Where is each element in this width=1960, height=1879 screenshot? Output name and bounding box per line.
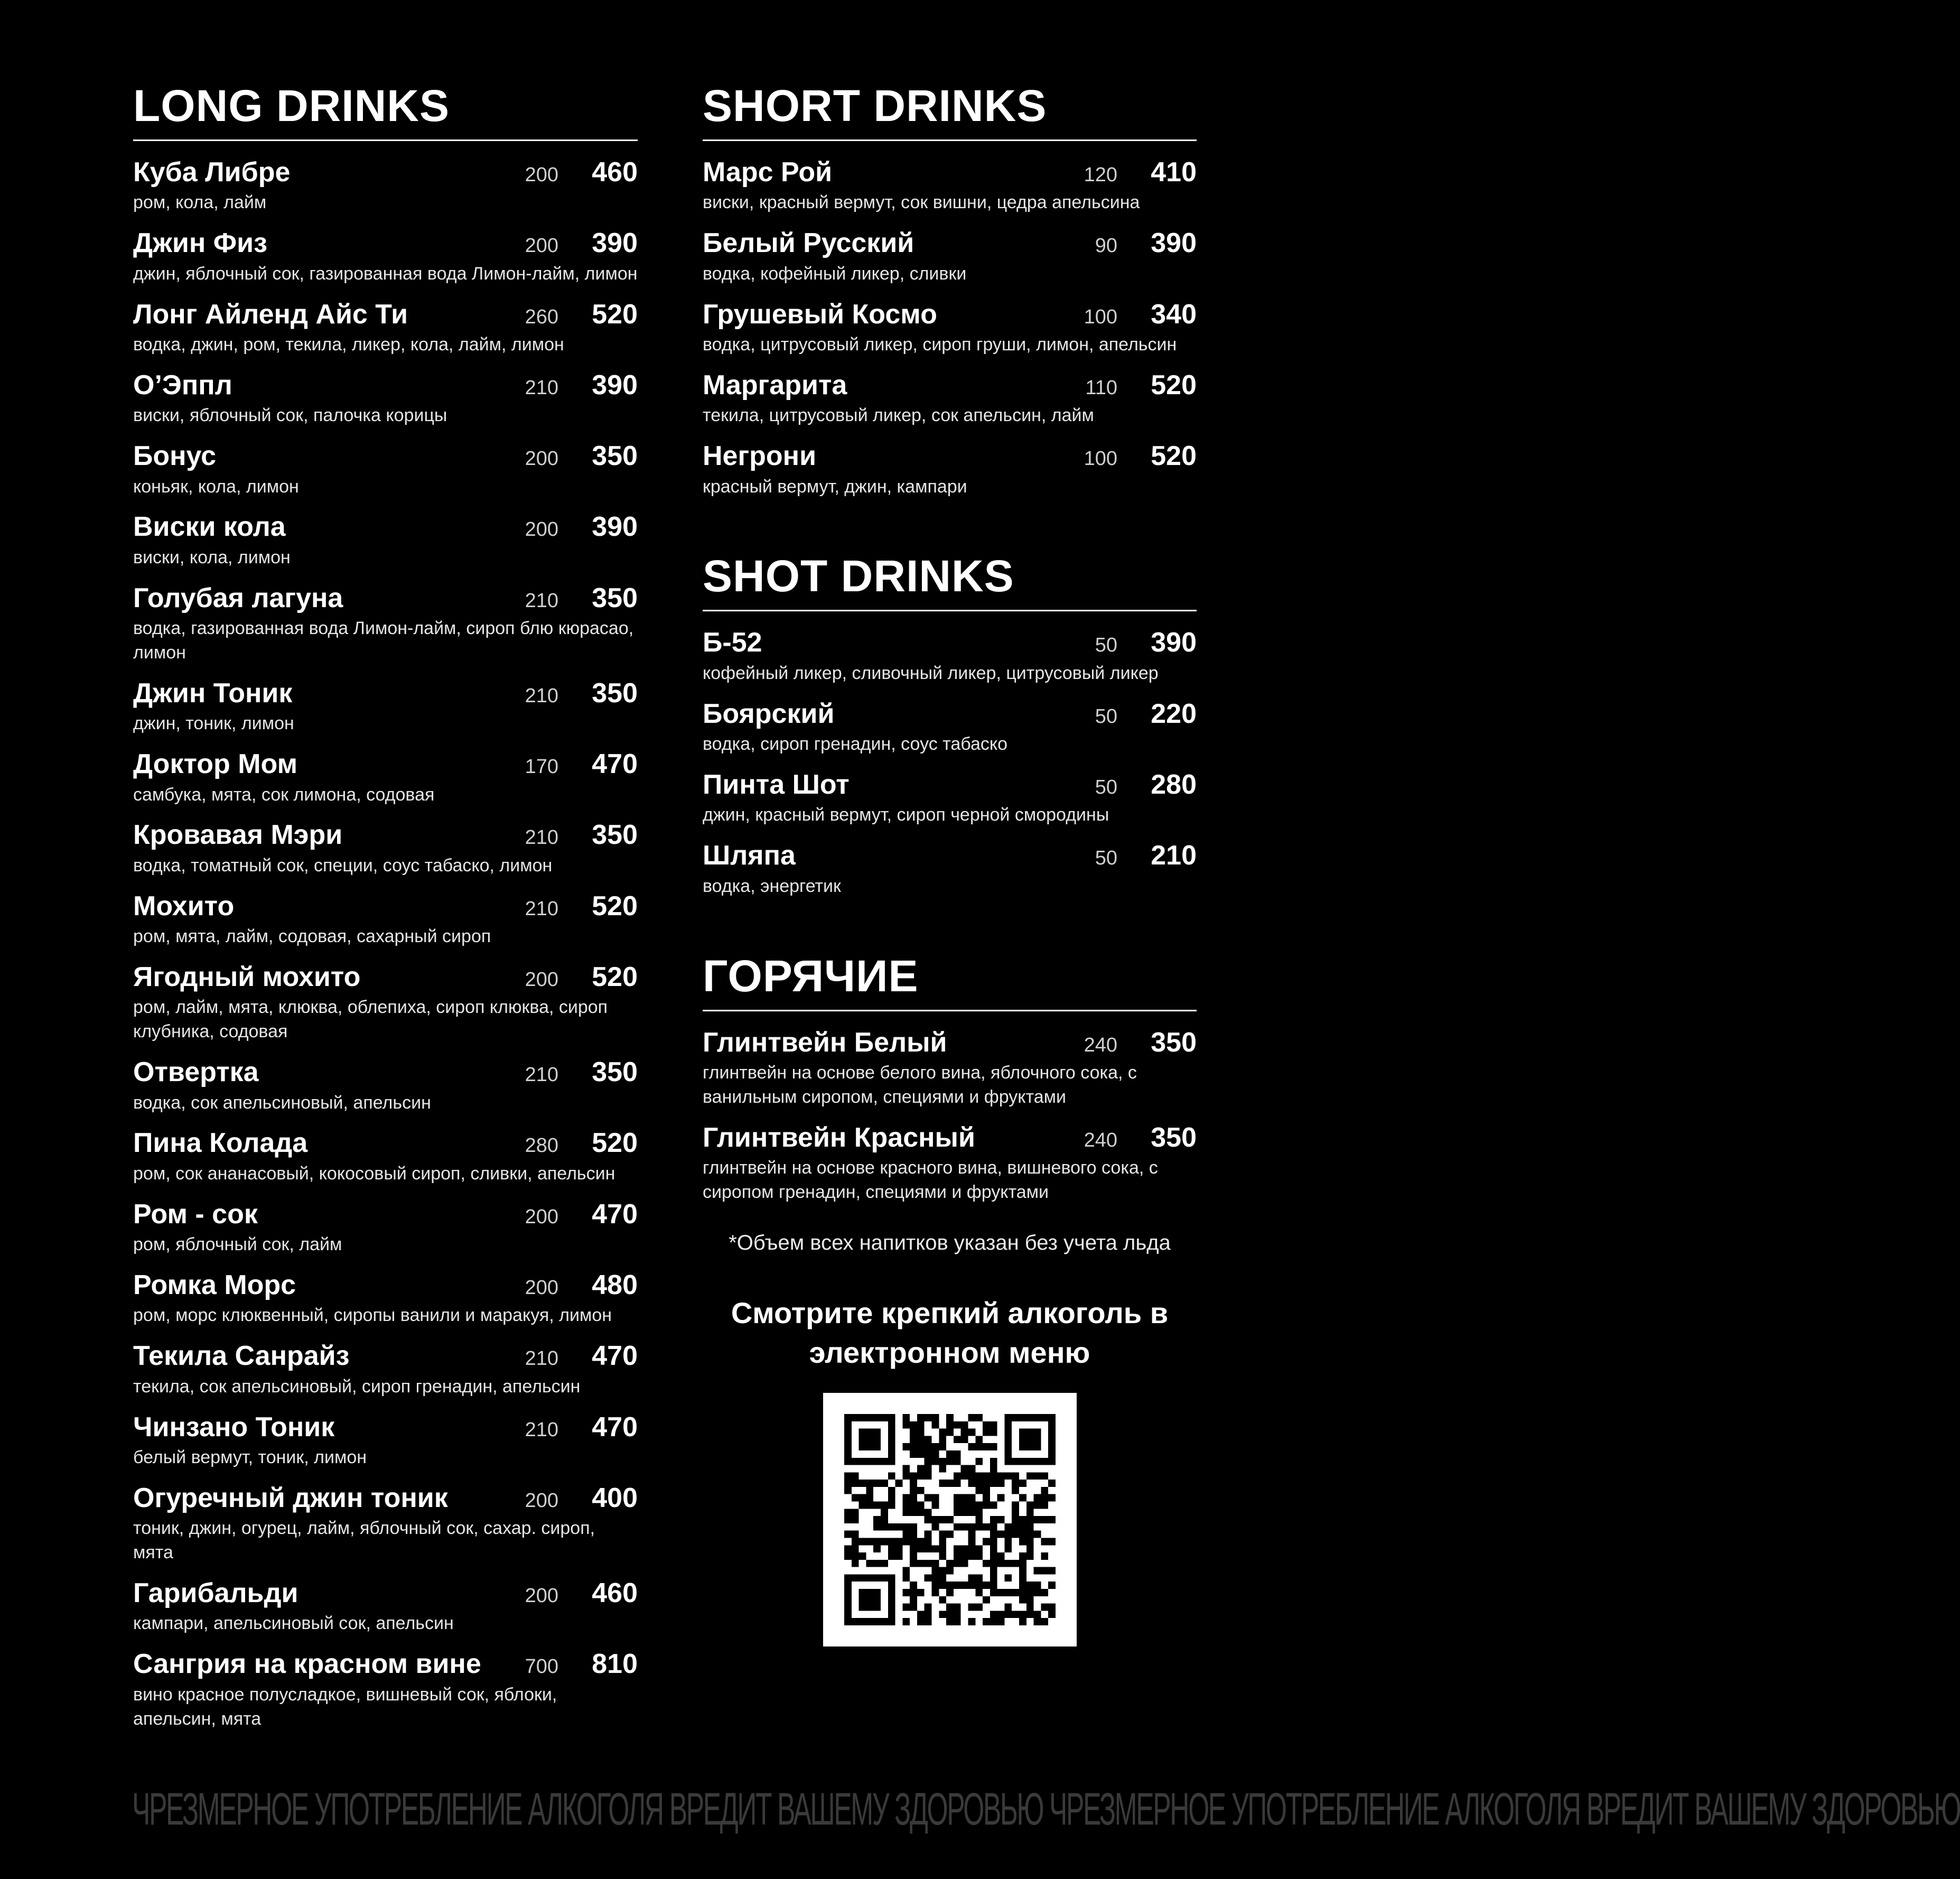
divider [703, 610, 1197, 611]
menu-item-name: Кровавая Мэри [133, 820, 343, 851]
menu-item-volume: 110 [1085, 376, 1117, 399]
menu-item [133, 1482, 638, 1565]
menu-item [133, 1340, 638, 1399]
menu-item-price: 470 [592, 1411, 638, 1443]
divider [133, 139, 638, 141]
menu-item-header [703, 227, 1197, 259]
menu-item-price: 470 [592, 749, 638, 780]
menu-item-ingredients: водка, джин, ром, текила, ликер, кола, лайм, лимон [133, 334, 564, 355]
menu-item-header [703, 1026, 1197, 1059]
menu-item-ingredients: кампари, апельсиновый сок, апельсин [133, 1613, 454, 1634]
menu-item-name: Мохито [133, 890, 235, 922]
menu-item-ingredients: водка, кофейный ликер, сливки [703, 263, 967, 284]
menu-item-name: Негрони [703, 441, 817, 472]
menu-item-volume: 260 [525, 305, 558, 328]
menu-item-header [133, 369, 638, 402]
menu-item-price: 480 [592, 1270, 638, 1300]
menu-item-header [133, 1482, 638, 1514]
divider [703, 139, 1197, 141]
menu-item-ingredients: водка, газированная вода Лимон-лайм, сироп блю кюрасао, лимон [133, 618, 634, 663]
menu-item-name: Чинзано Тоник [133, 1411, 335, 1443]
divider [703, 1010, 1197, 1011]
menu-item [133, 890, 638, 949]
menu-item-name: Виски кола [133, 511, 286, 543]
menu-item-price: 520 [592, 1128, 638, 1159]
long-drinks-list [133, 156, 638, 1731]
menu-item-header [133, 510, 638, 543]
menu-item-ingredients: глинтвейн на основе белого вина, яблочного сока, с ванильным сиропом, специями и фруктами [703, 1062, 1137, 1107]
menu-item-volume: 210 [525, 684, 558, 707]
menu-item-header [133, 1269, 638, 1301]
menu-item-header [133, 677, 638, 710]
menu-item [703, 839, 1197, 898]
menu-item-name: Марс Рой [703, 157, 833, 188]
menu-item-header [133, 890, 638, 923]
menu-item-name: О’Эппл [133, 369, 232, 401]
menu-item-ingredients: белый вермут, тоник, лимон [133, 1447, 367, 1467]
menu-item [703, 768, 1197, 827]
menu-item-price: 460 [592, 1578, 638, 1609]
menu-item-header [133, 748, 638, 780]
menu-item-volume: 210 [525, 1064, 558, 1086]
menu-item [133, 1648, 638, 1731]
menu-item-name: Глинтвейн Белый [703, 1027, 947, 1058]
menu-item-header [703, 369, 1197, 402]
health-warning: ЧРЕЗМЕРНОЕ УПОТРЕБЛЕНИЕ АЛКОГОЛЯ ВРЕДИТ ВАШЕМУ ЗДОРОВЬЮ ЧРЕЗМЕРНОЕ УПОТРЕБЛЕНИЕ АЛКОГОЛЯ ВРЕДИТ ВАШЕМУ ЗДОРОВЬЮ [132, 1784, 1960, 1835]
menu-item-price: 520 [592, 299, 638, 330]
menu-item-price: 340 [1151, 299, 1197, 330]
menu-item-volume: 210 [525, 897, 558, 920]
menu-item-name: Ягодный мохито [133, 961, 361, 992]
menu-item-volume: 200 [525, 1205, 558, 1228]
menu-item-price: 390 [592, 228, 638, 259]
menu-item-ingredients: ром, морс клюквенный, сиропы ванили и маракуя, лимон [133, 1305, 612, 1326]
menu-item [133, 156, 638, 215]
qr-code-icon [844, 1414, 1056, 1625]
menu-item-name: Сангрия на красном вине [133, 1649, 481, 1680]
menu-item-header [133, 961, 638, 993]
menu-item-header [703, 298, 1197, 331]
menu-item-ingredients: водка, томатный сок, специи, соус табаско, лимон [133, 855, 553, 876]
menu-item-price: 350 [592, 1057, 638, 1088]
long-drinks-column [133, 79, 638, 1743]
menu-item-name: Голубая лагуна [133, 582, 343, 613]
menu-item-ingredients: ром, лайм, мята, клюква, облепиха, сироп клюква, сироп клубника, содовая [133, 997, 608, 1042]
menu-item-header [133, 1411, 638, 1444]
menu-item-header [133, 818, 638, 851]
menu-item [133, 677, 638, 736]
menu-item-header [133, 1648, 638, 1680]
menu-item [703, 1026, 1197, 1110]
menu-item-name: Ром - сок [133, 1198, 258, 1230]
menu-item-header [703, 1121, 1197, 1154]
menu-item-volume: 120 [1084, 164, 1117, 186]
menu-item-name: Б-52 [703, 627, 762, 658]
menu-item-name: Белый Русский [703, 228, 914, 259]
menu-item-volume: 210 [525, 589, 558, 612]
menu-item-header [703, 440, 1197, 472]
qr-code[interactable] [823, 1393, 1077, 1647]
menu-item [133, 582, 638, 665]
menu-item-volume: 700 [525, 1655, 558, 1678]
menu-item-header [133, 582, 638, 615]
menu-item [703, 156, 1197, 215]
menu-item-ingredients: ром, сок ананасовый, кокосовый сироп, сливки, апельсин [133, 1163, 615, 1184]
menu-item-volume: 200 [525, 164, 558, 186]
menu-item [133, 1577, 638, 1636]
ice-volume-note: *Объем всех напитков указан без учета льда [729, 1231, 1171, 1254]
hot-drinks-list [703, 1026, 1197, 1205]
menu-item [133, 748, 638, 807]
menu-item [133, 369, 638, 428]
section-title-long-drinks: LONG DRINKS [133, 81, 450, 131]
menu-item-price: 400 [592, 1482, 638, 1513]
menu-item-price: 520 [1151, 369, 1197, 401]
menu-item [133, 510, 638, 570]
menu-item-ingredients: глинтвейн на основе красного вина, вишневого сока, с сиропом гренадин, специями и фруктами [703, 1158, 1158, 1202]
menu-item-price: 350 [592, 677, 638, 709]
menu-item-name: Текила Санрайз [133, 1341, 350, 1372]
section-title-hot-drinks: ГОРЯЧИЕ [703, 951, 919, 1001]
menu-item-price: 350 [592, 582, 638, 613]
menu-item-ingredients: джин, тоник, лимон [133, 713, 294, 734]
menu-item [703, 369, 1197, 428]
menu-item-volume: 200 [525, 1277, 558, 1299]
menu-item [133, 1056, 638, 1115]
menu-item-volume: 50 [1095, 705, 1117, 728]
menu-item-header [133, 1127, 638, 1159]
menu-item-ingredients: ром, мята, лайм, содовая, сахарный сироп [133, 926, 491, 947]
right-column [703, 79, 1197, 1647]
electronic-menu-cta: Смотрите крепкий алкоголь в электронном меню [731, 1296, 1169, 1370]
menu-item [133, 961, 638, 1044]
menu-item-volume: 210 [525, 376, 558, 399]
menu-item-header [133, 440, 638, 472]
menu-item-header [703, 626, 1197, 659]
menu-item-price: 520 [1151, 441, 1197, 472]
menu-item-ingredients: красный вермут, джин, кампари [703, 476, 967, 497]
menu-item-price: 210 [1151, 840, 1197, 871]
menu-item-name: Доктор Мом [133, 749, 298, 780]
menu-item-ingredients: водка, энергетик [703, 876, 841, 896]
menu-item-volume: 170 [525, 756, 558, 778]
menu-item-volume: 50 [1095, 634, 1117, 657]
menu-item-price: 390 [592, 511, 638, 543]
menu-item-volume: 210 [525, 1347, 558, 1370]
menu-item-ingredients: джин, красный вермут, сироп черной смородины [703, 805, 1109, 825]
menu-item-header [703, 697, 1197, 730]
menu-item [133, 1198, 638, 1257]
menu-item-price: 350 [592, 441, 638, 472]
menu-item-name: Глинтвейн Красный [703, 1122, 975, 1153]
menu-item-price: 390 [1151, 627, 1197, 658]
menu-item-header [133, 1340, 638, 1372]
menu-item [703, 298, 1197, 357]
menu-item-volume: 100 [1084, 305, 1117, 328]
menu-item-volume: 200 [525, 448, 558, 470]
menu-item-header [133, 1198, 638, 1231]
menu-item-volume: 50 [1095, 776, 1117, 798]
menu-item [133, 818, 638, 878]
short-drinks-list [703, 156, 1197, 499]
menu-item-name: Ромка Морс [133, 1270, 296, 1300]
menu-item-ingredients: коньяк, кола, лимон [133, 476, 299, 497]
menu-item-header [133, 1056, 638, 1089]
menu-item-price: 350 [1151, 1027, 1197, 1058]
menu-item [133, 227, 638, 286]
menu-item-name: Огуречный джин тоник [133, 1482, 448, 1513]
menu-item-volume: 200 [525, 235, 558, 257]
menu-item [703, 697, 1197, 757]
section-title-shot-drinks: SHOT DRINKS [703, 551, 1014, 601]
menu-item-ingredients: ром, яблочный сок, лайм [133, 1234, 342, 1255]
menu-item-header [703, 839, 1197, 872]
menu-item-volume: 200 [525, 1489, 558, 1512]
menu-item-volume: 200 [525, 518, 558, 541]
menu-item-volume: 280 [525, 1134, 558, 1157]
menu-item-name: Куба Либре [133, 157, 291, 188]
menu-item [703, 227, 1197, 286]
menu-item [703, 440, 1197, 499]
menu-item-ingredients: водка, сироп гренадин, соус табаско [703, 734, 1008, 755]
menu-item-volume: 210 [525, 1418, 558, 1441]
menu-item-header [133, 1577, 638, 1610]
menu-item-price: 280 [1151, 769, 1197, 800]
menu-item-name: Отвертка [133, 1057, 259, 1088]
menu-item-price: 350 [592, 820, 638, 851]
menu-item-volume: 200 [525, 1585, 558, 1607]
menu-item-header [703, 156, 1197, 189]
menu-item-price: 810 [592, 1649, 638, 1680]
menu-item-name: Грушевый Космо [703, 299, 937, 330]
menu-item [133, 1127, 638, 1186]
menu-item-volume: 200 [525, 968, 558, 991]
menu-item-name: Пина Колада [133, 1128, 308, 1159]
menu-item-volume: 240 [1084, 1034, 1117, 1056]
menu-item-ingredients: водка, сок апельсиновый, апельсин [133, 1092, 431, 1113]
menu-item-ingredients: виски, яблочный сок, палочка корицы [133, 405, 447, 426]
menu-item-ingredients: ром, кола, лайм [133, 192, 267, 213]
menu-item-ingredients: тоник, джин, огурец, лайм, яблочный сок, сахар. сироп, мята [133, 1518, 595, 1563]
menu-item-header [703, 768, 1197, 801]
menu-item-ingredients: кофейный ликер, сливочный ликер, цитрусовый ликер [703, 663, 1159, 683]
menu-item-price: 460 [592, 157, 638, 188]
menu-item-header [133, 227, 638, 259]
menu-item-name: Боярский [703, 698, 835, 729]
menu-item-volume: 90 [1095, 235, 1117, 257]
menu-item-price: 520 [592, 890, 638, 922]
menu-item-price: 220 [1151, 698, 1197, 729]
menu-item-volume: 100 [1084, 448, 1117, 470]
menu-item [133, 1269, 638, 1328]
menu-item-ingredients: виски, красный вермут, сок вишни, цедра апельсина [703, 192, 1140, 213]
menu-item-ingredients: самбука, мята, сок лимона, содовая [133, 784, 435, 805]
menu-item [133, 298, 638, 357]
menu-item-price: 470 [592, 1341, 638, 1372]
menu-item-volume: 50 [1095, 847, 1117, 870]
menu-item-price: 350 [1151, 1122, 1197, 1153]
menu-item-header [133, 298, 638, 331]
menu-item-ingredients: водка, цитрусовый ликер, сироп груши, лимон, апельсин [703, 334, 1177, 355]
menu-item-ingredients: вино красное полусладкое, вишневый сок, яблоки, апельсин, мята [133, 1684, 557, 1729]
menu-item-name: Гарибальди [133, 1578, 298, 1609]
menu-item-price: 390 [1151, 228, 1197, 259]
menu-item-price: 410 [1151, 157, 1197, 188]
menu-item-volume: 210 [525, 826, 558, 849]
menu-item-ingredients: виски, кола, лимон [133, 547, 291, 568]
menu-item [133, 1411, 638, 1470]
menu-item-name: Лонг Айленд Айс Ти [133, 299, 408, 330]
menu-item-volume: 240 [1084, 1129, 1117, 1151]
menu-item-header [133, 156, 638, 189]
menu-item [703, 1121, 1197, 1205]
menu-item-price: 390 [592, 369, 638, 401]
menu-item-name: Шляпа [703, 840, 796, 871]
menu-item-price: 470 [592, 1198, 638, 1230]
menu-item [703, 626, 1197, 685]
menu-item-name: Джин Физ [133, 228, 267, 259]
menu-item-ingredients: текила, сок апельсиновый, сироп гренадин, апельсин [133, 1376, 581, 1397]
menu-item-name: Пинта Шот [703, 769, 850, 800]
menu-item-name: Джин Тоник [133, 677, 293, 709]
menu-item-name: Маргарита [703, 369, 847, 401]
menu-item-price: 520 [592, 961, 638, 992]
menu-item-ingredients: текила, цитрусовый ликер, сок апельсин, лайм [703, 405, 1094, 426]
section-title-short-drinks: SHORT DRINKS [703, 81, 1047, 131]
menu-item-ingredients: джин, яблочный сок, газированная вода Лимон-лайм, лимон [133, 263, 638, 284]
menu-item-name: Бонус [133, 441, 217, 472]
shot-drinks-list [703, 626, 1197, 898]
menu-item [133, 440, 638, 499]
